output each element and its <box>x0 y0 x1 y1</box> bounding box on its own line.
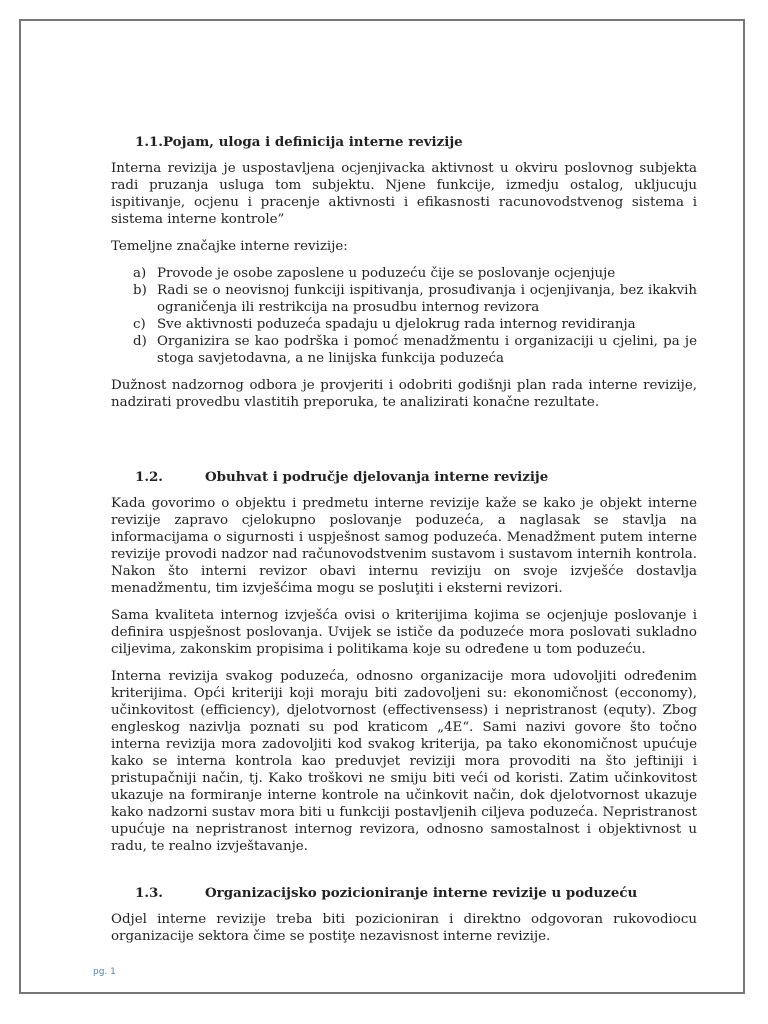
paragraph: Kada govorimo o objektu i predmetu interne revizije kaže se kako je objekt interne revizije zapravo cjelokupno poslovanje poduzeća, a naglasak se stavlja na informacijama o sigurnosti i uspješnost samog poduzeća. Menadžment putem interne revizije provodi nadzor nad računovodstvenim sustavom i sustavom internih kontrola. Nakon što interni revizor obavi internu reviziju on svoje izvješće dostavlja menadžmentu, tim izvješćima mogu se posluţiti i eksterni revizori. <box>111 496 697 596</box>
list-item-text: Organizira se kao podrška i pomoć menadžmentu i organizaciji u cjelini, pa je stoga savjetodavna, a ne linijska funkcija poduzeća <box>157 334 697 366</box>
list-item-text: Radi se o neovisnoj funkciji ispitivanja, prosuđivanja i ocjenjivanja, bez ikakvih ograničenja ili restrikcija na prosudbu internog revizora <box>157 283 697 315</box>
list-item <box>111 265 697 282</box>
paragraph: Temeljne značajke interne revizije: <box>111 239 348 254</box>
list-item <box>111 333 697 367</box>
paragraph: Interna revizija svakog poduzeća, odnosno organizacije mora udovoljiti određenim kriterijima. Opći kriteriji koji moraju biti zadovoljeni su: ekonomičnost (ecconomy), učinkovitost (efficiency), djelotvornost (effectivensess) i nepristranost (equty). Zbog engleskog nazivlja poznati su pod kraticom „4E“. Sami nazivi govore što točno interna revizija mora zadovoljiti kod svakog kriterija, pa tako ekonomičnost upućuje kako se interna kontrola kao preduvjet reviziji mora provoditi na što jeftiniji i pristupačniji način, tj. Kako troškovi ne smiju biti veći od koristi. Zatim učinkovitost ukazuje na formiranje interne kontrole na učinkovit način, dok djelotvornost ukazuje kako nadzorni sustav mora biti u funkciji postavljenih ciljeva poduzeća. Nepristranost upućuje na nepristranost internog revizora, odnosno samostalnost i objektivnost u radu, te realno izvještavanje. <box>111 669 697 854</box>
section-number: 1.1. <box>135 134 163 150</box>
list-marker: a) <box>133 266 147 281</box>
page-number: pg. 1 <box>93 967 116 977</box>
list-marker: c) <box>133 317 146 332</box>
paragraph: Interna revizija je uspostavljena ocjenjivacka aktivnost u okviru poslovnog subjekta radi pruzanja usluga tom subjektu. Njene funkcije, izmedju ostalog, ukljucuju ispitivanje, ocjenu i pracenje aktivnosti i efikasnosti racunovodstvenog sistema i sistema interne kontrole” <box>111 161 697 227</box>
section-number: 1.3. <box>135 885 163 901</box>
page <box>19 19 745 994</box>
section-heading-1-2 <box>135 469 697 486</box>
list-marker: b) <box>133 283 147 298</box>
section-number: 1.2. <box>135 469 163 485</box>
section-title: Pojam, uloga i definicija interne revizije <box>162 134 463 150</box>
paragraph: Dužnost nadzornog odbora je provjeriti i odobriti godišnji plan rada interne revizije, nadzirati provedbu vlastitih preporuka, te analizirati konačne rezultate. <box>111 378 697 410</box>
list-item <box>111 316 697 333</box>
list-item-text: Sve aktivnosti poduzeća spadaju u djelokrug rada internog revidiranja <box>157 317 636 332</box>
list-marker: d) <box>133 334 147 349</box>
paragraph: Odjel interne revizije treba biti pozicioniran i direktno odgovoran rukovodiocu organizacije sektora čime se postiţe nezavisnost interne revizije. <box>111 912 697 944</box>
section-title: Obuhvat i područje djelovanja interne revizije <box>205 469 549 485</box>
section-heading-1-1 <box>135 134 697 151</box>
page-content <box>111 134 697 945</box>
section-title: Organizacijsko pozicioniranje interne revizije u poduzeću <box>205 885 638 901</box>
paragraph: Sama kvaliteta internog izvješća ovisi o kriterijima kojima se ocjenjuje poslovanje i definira uspješnost poslovanja. Uvijek se ističe da poduzeće mora poslovati sukladno ciljevima, zakonskim propisima i politikama koje su određene u tom poduzeću. <box>111 608 697 657</box>
section-heading-1-3 <box>135 885 697 902</box>
list-item <box>111 282 697 316</box>
features-list <box>111 265 697 367</box>
list-item-text: Provode je osobe zaposlene u poduzeću čije se poslovanje ocjenjuje <box>157 266 616 281</box>
